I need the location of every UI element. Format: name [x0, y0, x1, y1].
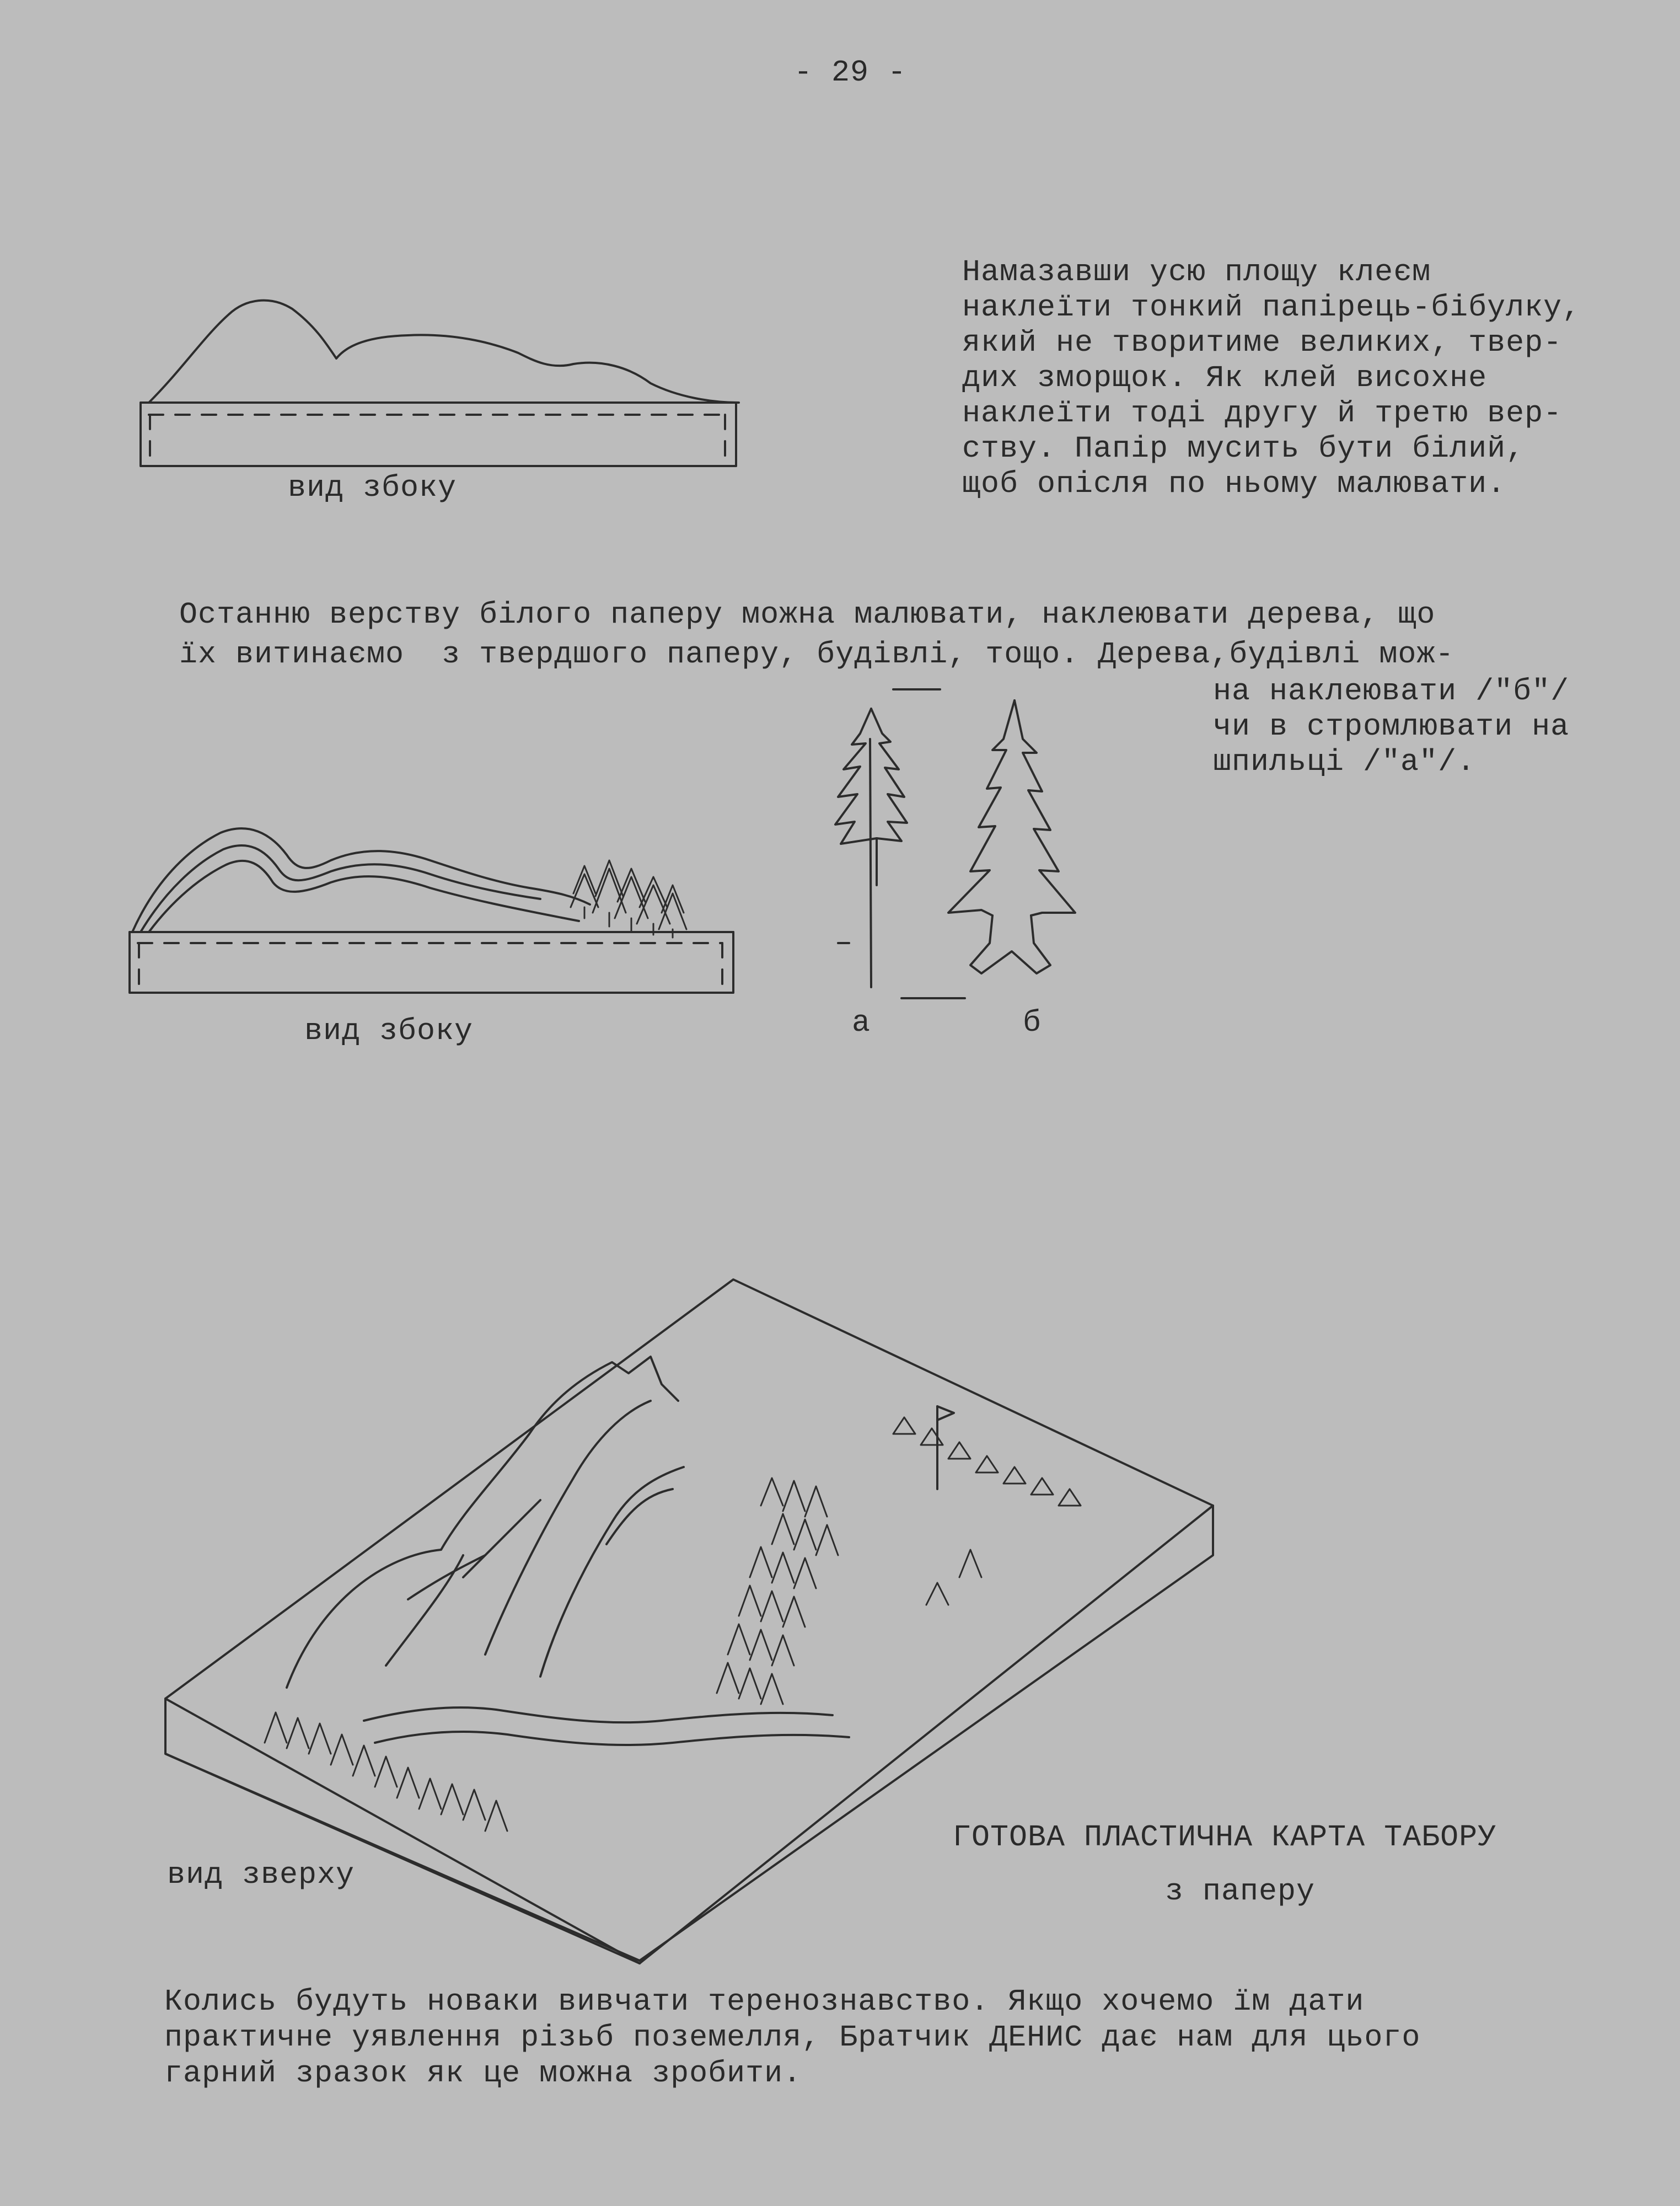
- text-line: який не творитиме великих, твер-: [962, 325, 1563, 360]
- text-line: наклеїти тоді другу й третю вер-: [962, 396, 1563, 431]
- map-title: ГОТОВА ПЛАСТИЧНА КАРТА ТАБОРУ: [953, 1820, 1497, 1855]
- text-line: ству. Папір мусить бути білий,: [962, 431, 1525, 466]
- text-line: шпильці /"а"/.: [1213, 745, 1476, 779]
- tree-label-a: а: [852, 1005, 871, 1040]
- side-view-caption-2: вид збоку: [304, 1014, 474, 1048]
- text-line: Намазавши усю площу клеєм: [962, 255, 1431, 290]
- trees-figure: [805, 678, 1114, 1020]
- page-number: - 29 -: [794, 55, 907, 90]
- side-view-figure-2: [121, 800, 744, 1004]
- paragraph-closing-line-3: гарний зразок як це можна зробити.: [164, 2056, 802, 2091]
- text-line: чи в стромлювати на: [1213, 709, 1570, 744]
- text-line: на наклеювати /"б"/: [1213, 674, 1570, 709]
- paragraph-closing-line-1: Колись будуть новаки вивчати теренознавство. Якщо хочемо їм дати: [164, 1984, 1365, 2019]
- paragraph-trees-continuation: [1213, 674, 1569, 780]
- map-subtitle: з паперу: [1165, 1874, 1316, 1909]
- top-view-caption: вид зверху: [167, 1857, 355, 1892]
- paragraph-closing-line-2: практичне уявлення різьб поземелля, Братчик ДЕНИС дає нам для цього: [164, 2020, 1421, 2055]
- tree-label-b: б: [1023, 1005, 1042, 1040]
- side-view-caption-1: вид збоку: [288, 470, 457, 505]
- text-line: дих зморщок. Як клей висохне: [962, 361, 1488, 395]
- text-line: щоб опісля по ньому малювати.: [962, 467, 1506, 501]
- text-line: наклеїти тонкий папірець-бібулку,: [962, 290, 1581, 325]
- paragraph-trees-line-2: їх витинаємо з твердшого паперу, будівлі, тощо. Дерева,будівлі мож-: [179, 637, 1454, 672]
- paragraph-glue-instructions: [962, 255, 1581, 502]
- side-view-figure-1: [132, 292, 755, 474]
- paragraph-trees-line-1: Останню верству білого паперу можна малювати, наклеювати дерева, що: [179, 597, 1436, 632]
